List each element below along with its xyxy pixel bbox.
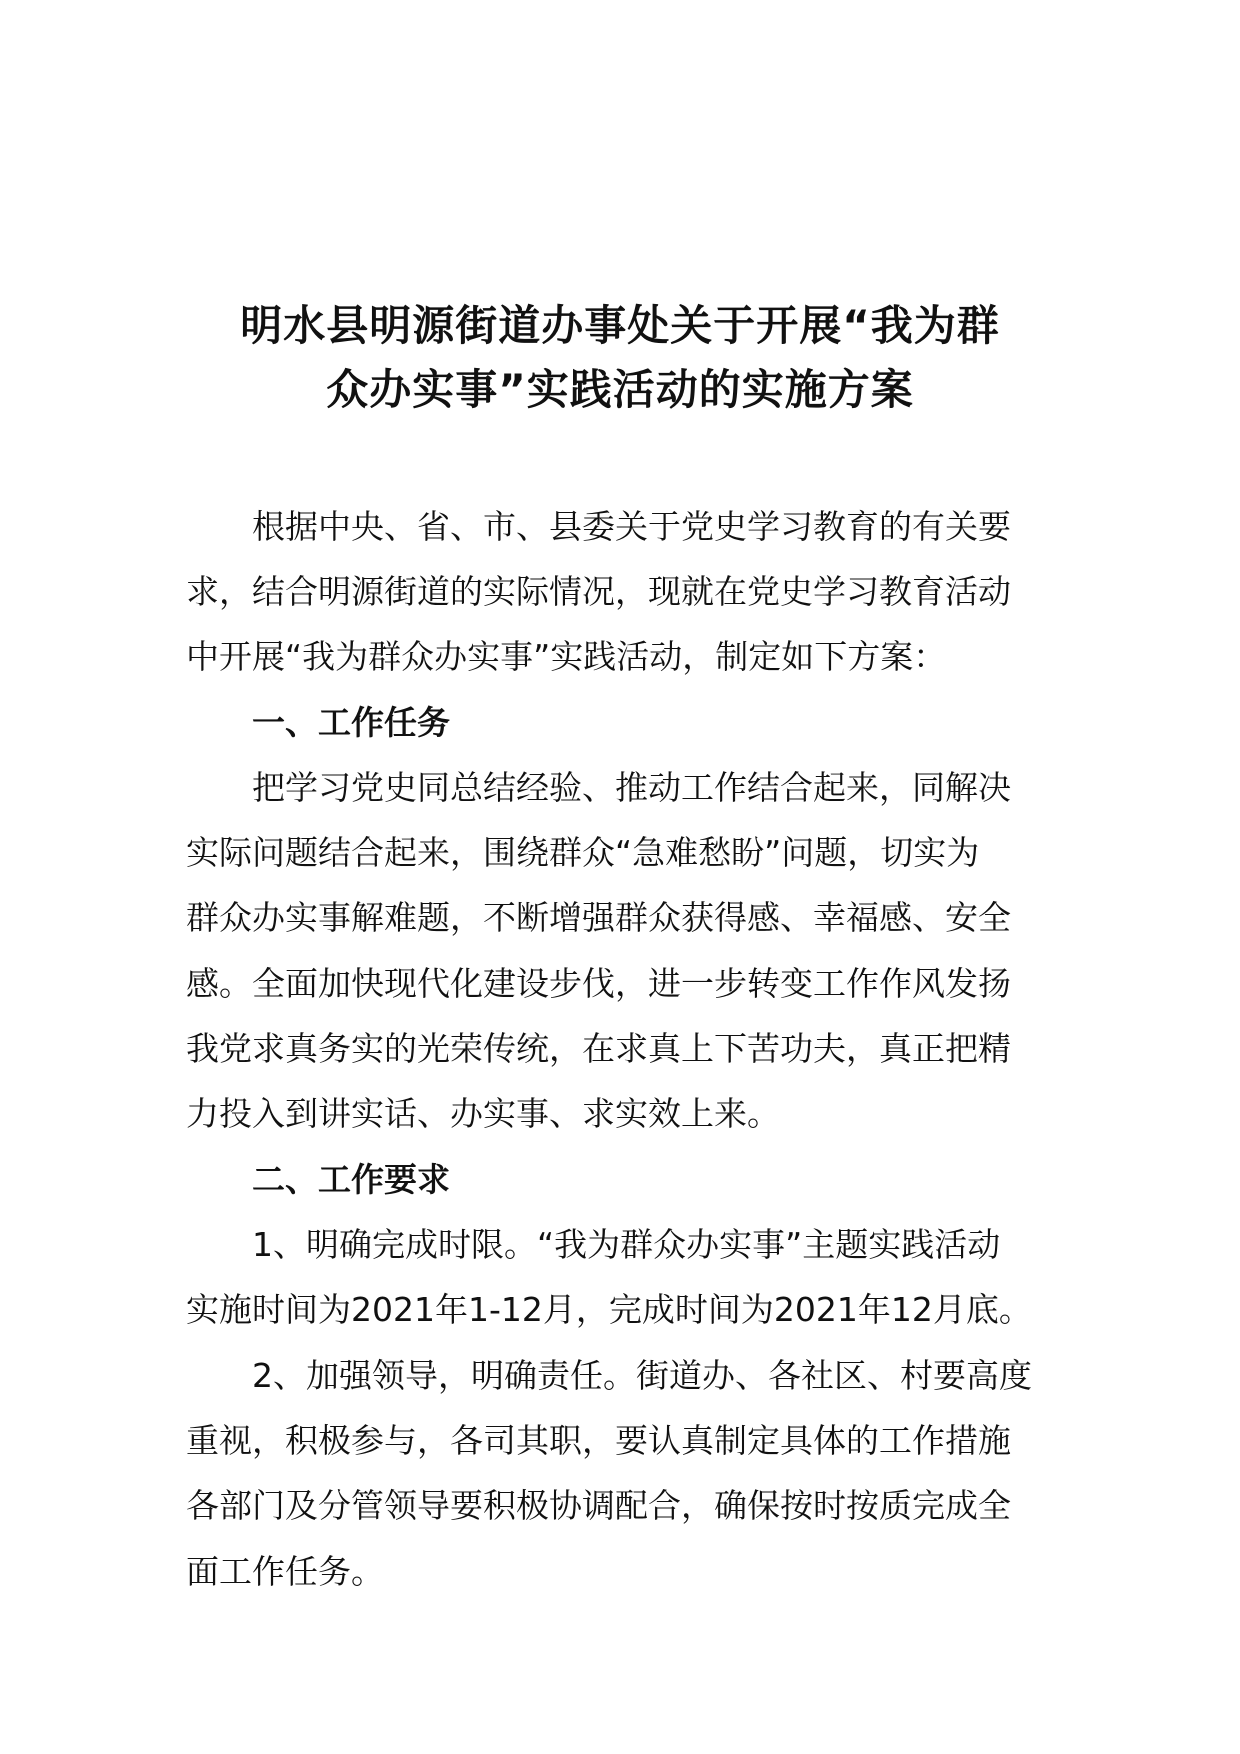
document-title-line-1: 明水县明源街道办事处关于开展“我为群 bbox=[240, 301, 1000, 350]
item-1-line-1: 1、明确完成时限。“我为群众办实事”主题实践活动 bbox=[252, 1225, 1001, 1264]
section-1-line-4: 感。全面加快现代化建设步伐，进一步转变工作作风发扬 bbox=[186, 963, 1011, 1003]
item-1-paragraph bbox=[186, 1212, 1056, 1342]
intro-line-1: 根据中央、省、市、县委关于党史学习教育的有关要 bbox=[252, 507, 1011, 546]
section-1-paragraph bbox=[186, 755, 1056, 1146]
item-1-line-2: 实施时间为2021年1-12月，完成时间为2021年12月底。 bbox=[186, 1290, 1032, 1330]
section-1-line-5: 我党求真务实的光荣传统，在求真上下苦功夫，真正把精 bbox=[186, 1028, 1011, 1068]
document-title-line-2: 众办实事”实践活动的实施方案 bbox=[326, 365, 914, 414]
intro-line-3: 中开展“我为群众办实事”实践活动，制定如下方案： bbox=[186, 637, 947, 677]
section-1-line-3: 群众办实事解难题，不断增强群众获得感、幸福感、安全 bbox=[186, 898, 1011, 938]
item-2-paragraph bbox=[186, 1343, 1056, 1604]
section-1-line-6: 力投入到讲实话、办实事、求实效上来。 bbox=[186, 1093, 780, 1133]
intro-line-2: 求，结合明源街道的实际情况，现就在党史学习教育活动 bbox=[186, 572, 1011, 612]
intro-paragraph bbox=[186, 494, 1056, 690]
item-2-line-4: 面工作任务。 bbox=[186, 1551, 384, 1591]
item-2-line-3: 各部门及分管领导要积极协调配合，确保按时按质完成全 bbox=[186, 1486, 1011, 1526]
section-2-heading-block bbox=[186, 1147, 1056, 1212]
section-2-heading: 二、工作要求 bbox=[252, 1160, 450, 1199]
item-2-line-2: 重视，积极参与，各司其职，要认真制定具体的工作措施 bbox=[186, 1421, 1011, 1461]
section-1-heading-block bbox=[186, 690, 1056, 755]
section-1-line-2: 实际问题结合起来，围绕群众“急难愁盼”问题，切实为 bbox=[186, 833, 980, 873]
section-1-heading: 一、工作任务 bbox=[252, 703, 450, 742]
item-2-line-1: 2、加强领导，明确责任。街道办、各社区、村要高度 bbox=[252, 1356, 1032, 1395]
section-1-line-1: 把学习党史同总结经验、推动工作结合起来，同解决 bbox=[252, 768, 1011, 807]
